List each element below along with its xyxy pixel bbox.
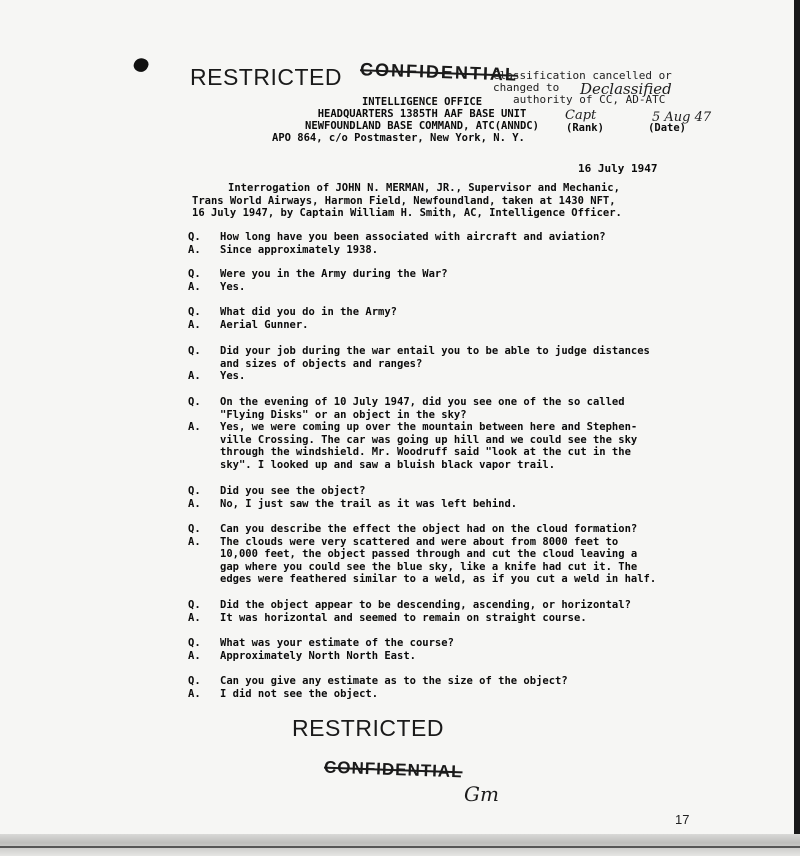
- question-row: [188, 485, 658, 498]
- q-label: Q.: [188, 396, 201, 408]
- intro-line-2: Trans World Airways, Harmon Field, Newfoundland, taken at 1430 NFT,: [192, 194, 616, 207]
- a-label: A.: [188, 280, 201, 293]
- question-row: [188, 231, 658, 244]
- question-text: Can you give any estimate as to the size of the object?: [220, 675, 568, 687]
- question-text: How long have you been associated with aircraft and aviation?: [220, 231, 606, 243]
- qa-block: [188, 523, 658, 586]
- letterhead-line-4: APO 864, c/o Postmaster, New York, N. Y.: [272, 132, 525, 144]
- interrogation-intro: [192, 182, 632, 220]
- question-text: What did you do in the Army?: [220, 306, 398, 318]
- question-row: [188, 675, 658, 688]
- answer-text: The clouds were very scattered and were about from 8000 feet to 10,000 feet, the object passed through and cut the cloud leaving a gap where you could see the blue sky, like a knife had cut it. The edges were feathered similar to a weld, as if you cut a weld in half.: [220, 535, 657, 585]
- question-row: [188, 396, 658, 421]
- scan-bottom-edge: [0, 834, 800, 856]
- answer-row: [188, 281, 658, 294]
- question-row: [188, 268, 658, 281]
- answer-text: Yes, we were coming up over the mountain between here and Stephen- ville Crossing. The car was going up hill and we could see the sky through the windshield. Mr. Woodruff said "look at the cut in the sky". I looked up and saw a bluish black vapor trail.: [220, 421, 638, 471]
- confidential-stamp-top: CONFIDENTIAL: [359, 59, 519, 85]
- answer-text: Since approximately 1938.: [220, 243, 379, 256]
- answer-text: Aerial Gunner.: [220, 318, 309, 331]
- handwritten-initials: Gm: [464, 782, 499, 806]
- a-label: A.: [188, 318, 201, 331]
- question-text: Were you in the Army during the War?: [220, 268, 448, 280]
- document-date: 16 July 1947: [578, 162, 658, 175]
- answer-row: [188, 421, 658, 471]
- qa-block: [188, 306, 658, 331]
- question-text: Did your job during the war entail you to be able to judge distances and sizes of objects and ranges?: [220, 345, 650, 370]
- answer-row: [188, 650, 658, 663]
- answer-text: Yes.: [220, 280, 246, 293]
- letterhead: [262, 96, 582, 144]
- rank-date-labels: [566, 122, 686, 134]
- answer-row: [188, 498, 658, 511]
- q-label: Q.: [188, 599, 201, 611]
- restricted-stamp-bottom: RESTRICTED: [292, 715, 444, 741]
- q-label: Q.: [188, 268, 201, 280]
- page-number: 17: [675, 812, 690, 827]
- question-text: On the evening of 10 July 1947, did you see one of the so called "Flying Disks" or an object in the sky?: [220, 396, 625, 421]
- letterhead-line-2: HEADQUARTERS 1385TH AAF BASE UNIT: [317, 108, 527, 120]
- answer-row: [188, 319, 658, 332]
- qa-block: [188, 675, 658, 700]
- handwritten-date: 5 Aug 47: [652, 110, 712, 125]
- handwritten-officer: Capt: [565, 108, 597, 123]
- letterhead-line-3: NEWFOUNDLAND BASE COMMAND, ATC(ANNDC): [305, 120, 539, 132]
- q-label: Q.: [188, 485, 201, 497]
- intro-line-3: 16 July 1947, by Captain William H. Smith, AC, Intelligence Officer.: [192, 207, 622, 219]
- question-text: Can you describe the effect the object had on the cloud formation?: [220, 523, 638, 535]
- answer-row: [188, 244, 658, 257]
- a-label: A.: [188, 370, 201, 382]
- qa-block: [188, 231, 658, 256]
- qa-block: [188, 345, 658, 383]
- a-label: A.: [188, 497, 201, 510]
- a-label: A.: [188, 421, 201, 433]
- a-label: A.: [188, 649, 201, 662]
- answer-text: I did not see the object.: [220, 687, 379, 700]
- q-label: Q.: [188, 523, 201, 535]
- confidential-stamp-bottom: CONFIDENTIAL: [323, 757, 463, 782]
- q-label: Q.: [188, 306, 201, 318]
- a-label: A.: [188, 535, 201, 548]
- letterhead-line-1: INTELLIGENCE OFFICE: [361, 96, 483, 108]
- qa-block: [188, 396, 658, 471]
- ink-smudge: [132, 56, 151, 75]
- qa-block: [188, 637, 658, 662]
- answer-row: [188, 612, 658, 625]
- qa-block: [188, 599, 658, 624]
- question-row: [188, 306, 658, 319]
- q-label: Q.: [188, 675, 201, 687]
- handwritten-declassified: Declassified: [580, 80, 672, 98]
- q-label: Q.: [188, 637, 201, 649]
- question-row: [188, 599, 658, 612]
- classification-line-3: authority of CC, AD-ATC: [513, 93, 666, 106]
- answer-row: [188, 688, 658, 701]
- question-row: [188, 637, 658, 650]
- answer-row: [188, 370, 658, 383]
- restricted-stamp-top: RESTRICTED: [190, 64, 342, 90]
- answer-text: It was horizontal and seemed to remain on straight course.: [220, 611, 587, 624]
- answer-text: Yes.: [220, 370, 246, 382]
- q-label: Q.: [188, 231, 201, 243]
- question-text: Did you see the object?: [220, 485, 366, 497]
- answer-row: [188, 536, 658, 586]
- question-row: [188, 523, 658, 536]
- classification-line-2: changed to: [493, 81, 560, 94]
- answer-text: Approximately North North East.: [220, 649, 416, 662]
- qa-block: [188, 485, 658, 510]
- question-row: [188, 345, 658, 370]
- q-label: Q.: [188, 345, 201, 357]
- a-label: A.: [188, 611, 201, 624]
- rank-label: (Rank): [566, 122, 604, 134]
- date-label: (Date): [648, 122, 686, 134]
- question-text: Did the object appear to be descending, ascending, or horizontal?: [220, 599, 631, 611]
- a-label: A.: [188, 243, 201, 256]
- question-text: What was your estimate of the course?: [220, 637, 454, 649]
- intro-line-1: Interrogation of JOHN N. MERMAN, JR., Supervisor and Mechanic,: [228, 182, 620, 194]
- classification-line-1: Classification cancelled or: [493, 69, 672, 82]
- qa-block: [188, 268, 658, 293]
- answer-text: No, I just saw the trail as it was left behind.: [220, 497, 518, 510]
- a-label: A.: [188, 687, 201, 700]
